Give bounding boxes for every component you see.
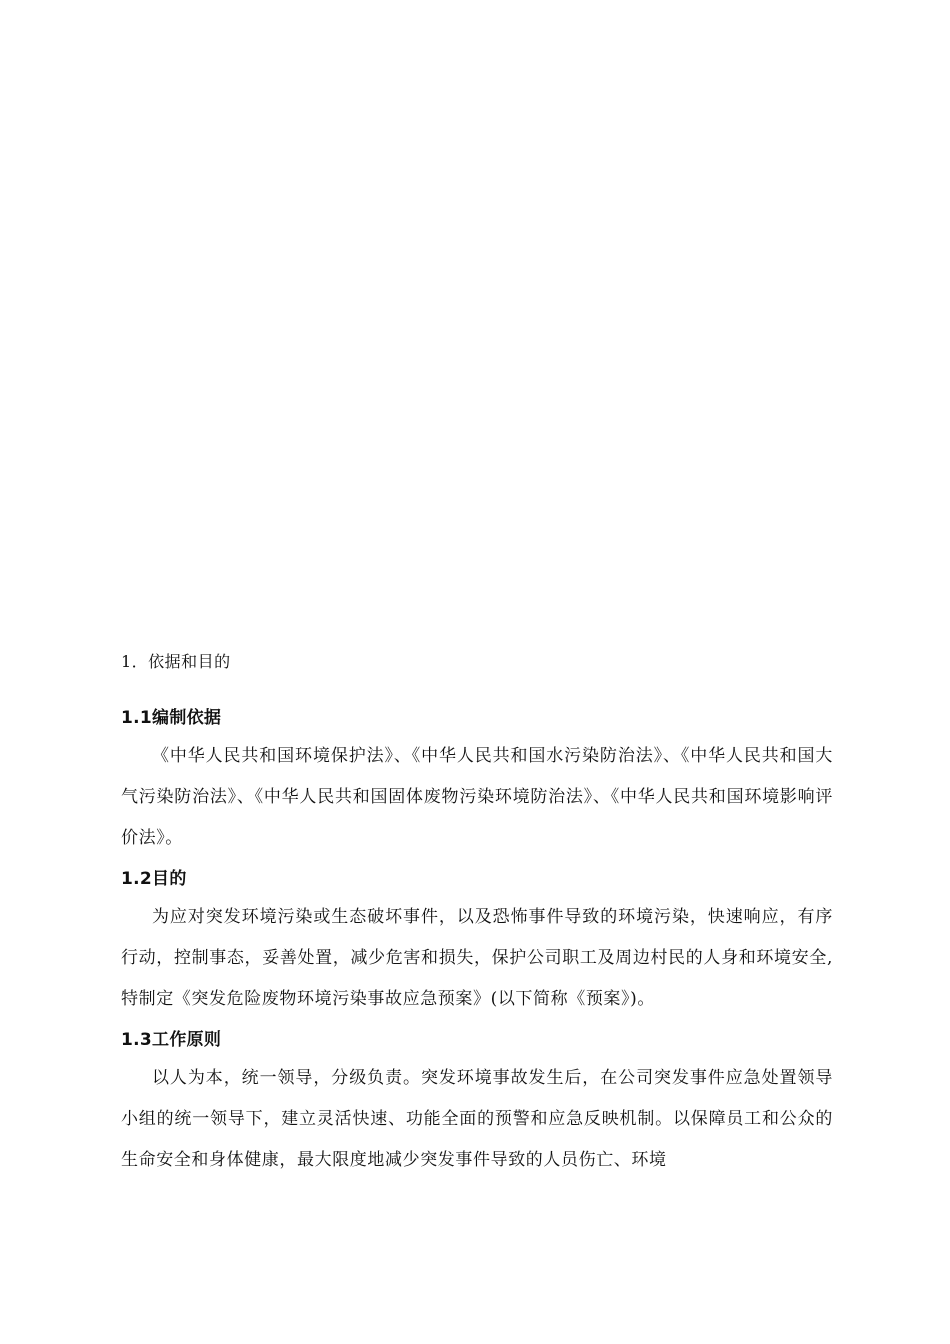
paragraph-principles: 以人为本，统一领导，分级负责。突发环境事故发生后，在公司突发事件应急处置领导小组的统一领导下，建立灵活快速、功能全面的预警和应急反映机制。以保障员工和公众的生命安全和身体健康，最大限度地减少突发事件导致的人员伤亡、环境	[121, 1068, 833, 1170]
subsection-heading-purpose: 1.2目的	[121, 869, 187, 889]
paragraph-basis: 《中华人民共和国环境保护法》、《中华人民共和国水污染防治法》、《中华人民共和国大气污染防治法》、《中华人民共和国固体废物污染环境防治法》、《中华人民共和国环境影响评价法》。	[121, 746, 833, 848]
section-title: 1．依据和目的	[121, 652, 231, 671]
document-body	[121, 644, 833, 1183]
paragraph-purpose: 为应对突发环境污染或生态破坏事件，以及恐怖事件导致的环境污染，快速响应，有序行动，控制事态，妥善处置，减少危害和损失，保护公司职工及周边村民的人身和环境安全,特制定《突发危险废物环境污染事故应急预案》(以下简称《预案》)。	[121, 907, 833, 1009]
subsection-heading-basis: 1.1编制依据	[121, 708, 222, 728]
subsection-heading-principles: 1.3工作原则	[121, 1030, 222, 1050]
